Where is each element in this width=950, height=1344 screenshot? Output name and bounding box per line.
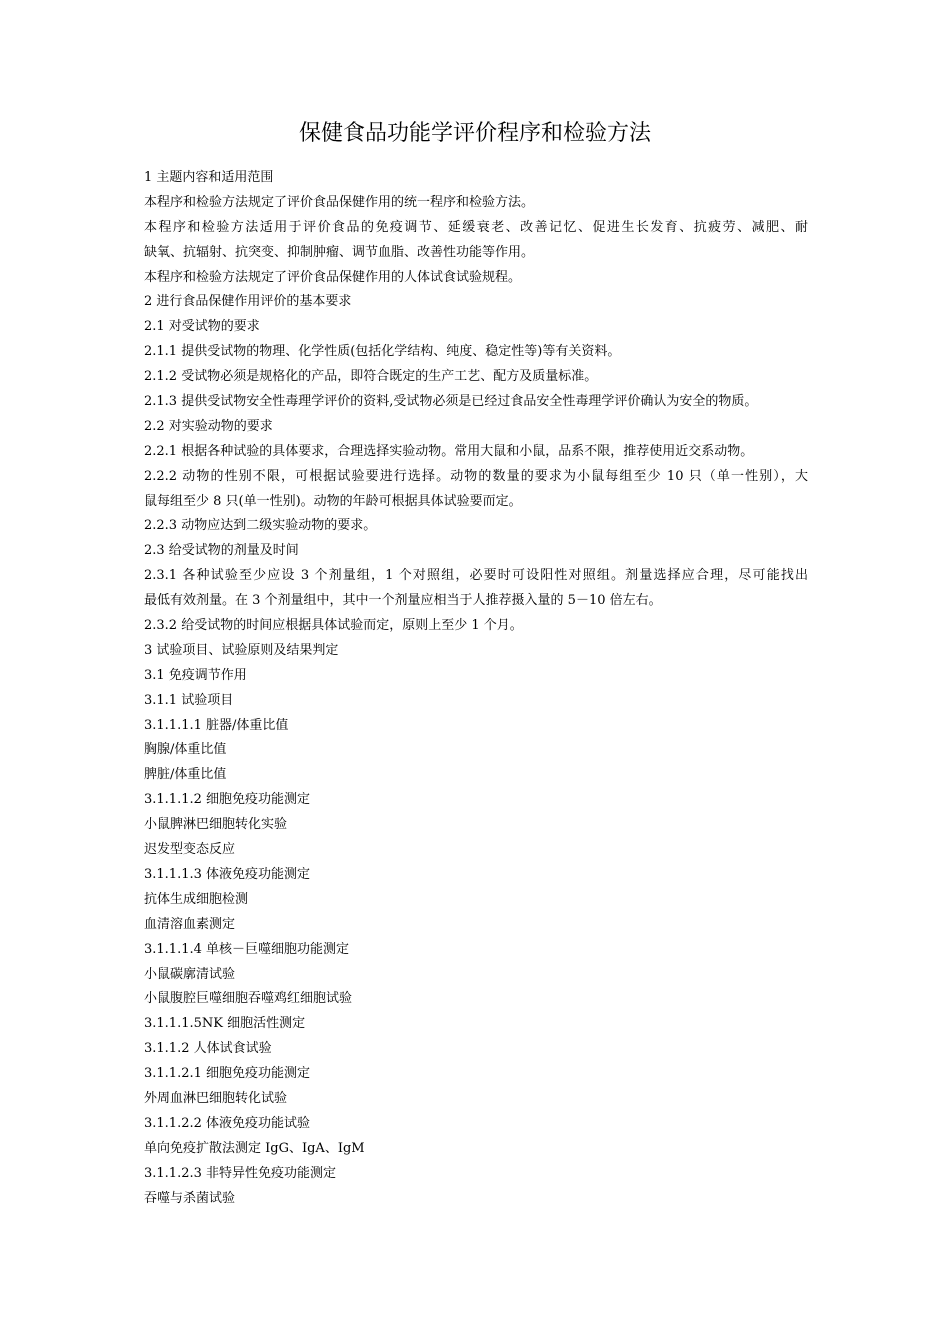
subsection-heading: 2.2 对实验动物的要求 xyxy=(144,418,273,434)
subsection-heading: 2.1 对受试物的要求 xyxy=(144,319,260,335)
item-heading: 3.1.1.2.2 体液免疫功能试验 xyxy=(144,1115,311,1131)
paragraph-line: 2.2.3 动物应达到二级实验动物的要求。 xyxy=(144,518,377,534)
list-item: 胸腺/体重比值 xyxy=(144,742,227,758)
paragraph-line: 2.1.1 提供受试物的物理、化学性质(包括化学结构、纯度、稳定性等)等有关资料。 xyxy=(144,344,621,360)
paragraph-line: 最低有效剂量。在 3 个剂量组中，其中一个剂量应相当于人推荐摄入量的 5－10 倍左右。 xyxy=(144,593,662,609)
list-item: 血清溶血素测定 xyxy=(144,916,236,932)
item-heading: 3.1.1.1.1 脏器/体重比值 xyxy=(144,717,289,733)
subsection-heading: 3.1 免疫调节作用 xyxy=(144,667,247,683)
list-item: 单向免疫扩散法测定 IgG、IgA、IgM xyxy=(144,1140,365,1156)
item-heading: 3.1.1.1.5NK 细胞活性测定 xyxy=(144,1016,306,1032)
paragraph-line: 2.3.1 各种试验至少应设 3 个剂量组，1 个对照组，必要时可设阳性对照组。剂量选择应合理，尽可能找出 xyxy=(144,568,808,584)
item-heading: 3.1.1.2.1 细胞免疫功能测定 xyxy=(144,1066,311,1082)
section-heading: 3 试验项目、试验原则及结果判定 xyxy=(144,642,339,658)
list-item: 小鼠碳廓清试验 xyxy=(144,966,236,982)
paragraph-line: 鼠每组至少 8 只(单一性别)。动物的年龄可根据具体试验要而定。 xyxy=(144,493,522,509)
subsection-heading: 3.1.1 试验项目 xyxy=(144,692,234,708)
item-heading: 3.1.1.1.4 单核－巨噬细胞功能测定 xyxy=(144,941,350,957)
list-item: 脾脏/体重比值 xyxy=(144,767,227,783)
paragraph-line: 2.3.2 给受试物的时间应根据具体试验而定，原则上至少 1 个月。 xyxy=(144,618,523,634)
paragraph-line: 2.2.2 动物的性别不限，可根据试验要进行选择。动物的数量的要求为小鼠每组至少 10 只（单一性别），大 xyxy=(144,468,808,484)
item-heading: 3.1.1.2.3 非特异性免疫功能测定 xyxy=(144,1165,337,1181)
list-item: 小鼠腹腔巨噬细胞吞噬鸡红细胞试验 xyxy=(144,991,353,1007)
list-item: 抗体生成细胞检测 xyxy=(144,891,249,907)
list-item: 迟发型变态反应 xyxy=(144,842,236,858)
document-title: 保健食品功能学评价程序和检验方法 xyxy=(298,121,651,146)
paragraph-line: 2.2.1 根据各种试验的具体要求，合理选择实验动物。常用大鼠和小鼠，品系不限，推荐使用近交系动物。 xyxy=(144,443,754,459)
section-heading: 1 主题内容和适用范围 xyxy=(144,170,274,185)
paragraph-line: 2.1.2 受试物必须是规格化的产品，即符合既定的生产工艺、配方及质量标准。 xyxy=(144,369,598,385)
item-heading: 3.1.1.2 人体试食试验 xyxy=(144,1041,272,1057)
list-item: 小鼠脾淋巴细胞转化实验 xyxy=(144,817,288,833)
document-body xyxy=(144,166,808,1211)
list-item: 外周血淋巴细胞转化试验 xyxy=(144,1090,288,1106)
paragraph-line: 本程序和检验方法规定了评价食品保健作用的统一程序和检验方法。 xyxy=(144,194,535,210)
item-heading: 3.1.1.1.2 细胞免疫功能测定 xyxy=(144,792,311,808)
item-heading: 3.1.1.1.3 体液免疫功能测定 xyxy=(144,866,311,882)
section-heading: 2 进行食品保健作用评价的基本要求 xyxy=(144,294,352,310)
subsection-heading: 2.3 给受试物的剂量及时间 xyxy=(144,543,299,559)
paragraph-line: 缺氧、抗辐射、抗突变、抑制肿瘤、调节血脂、改善性功能等作用。 xyxy=(144,244,535,260)
paragraph-line: 本程序和检验方法规定了评价食品保健作用的人体试食试验规程。 xyxy=(144,269,522,285)
paragraph-line: 2.1.3 提供受试物安全性毒理学评价的资料,受试物必须是已经过食品安全性毒理学评价确认为安全的物质。 xyxy=(144,394,758,410)
paragraph-line: 本程序和检验方法适用于评价食品的免疫调节、延缓衰老、改善记忆、促进生长发育、抗疲劳、减肥、耐 xyxy=(144,219,808,235)
list-item: 吞噬与杀菌试验 xyxy=(144,1190,236,1206)
